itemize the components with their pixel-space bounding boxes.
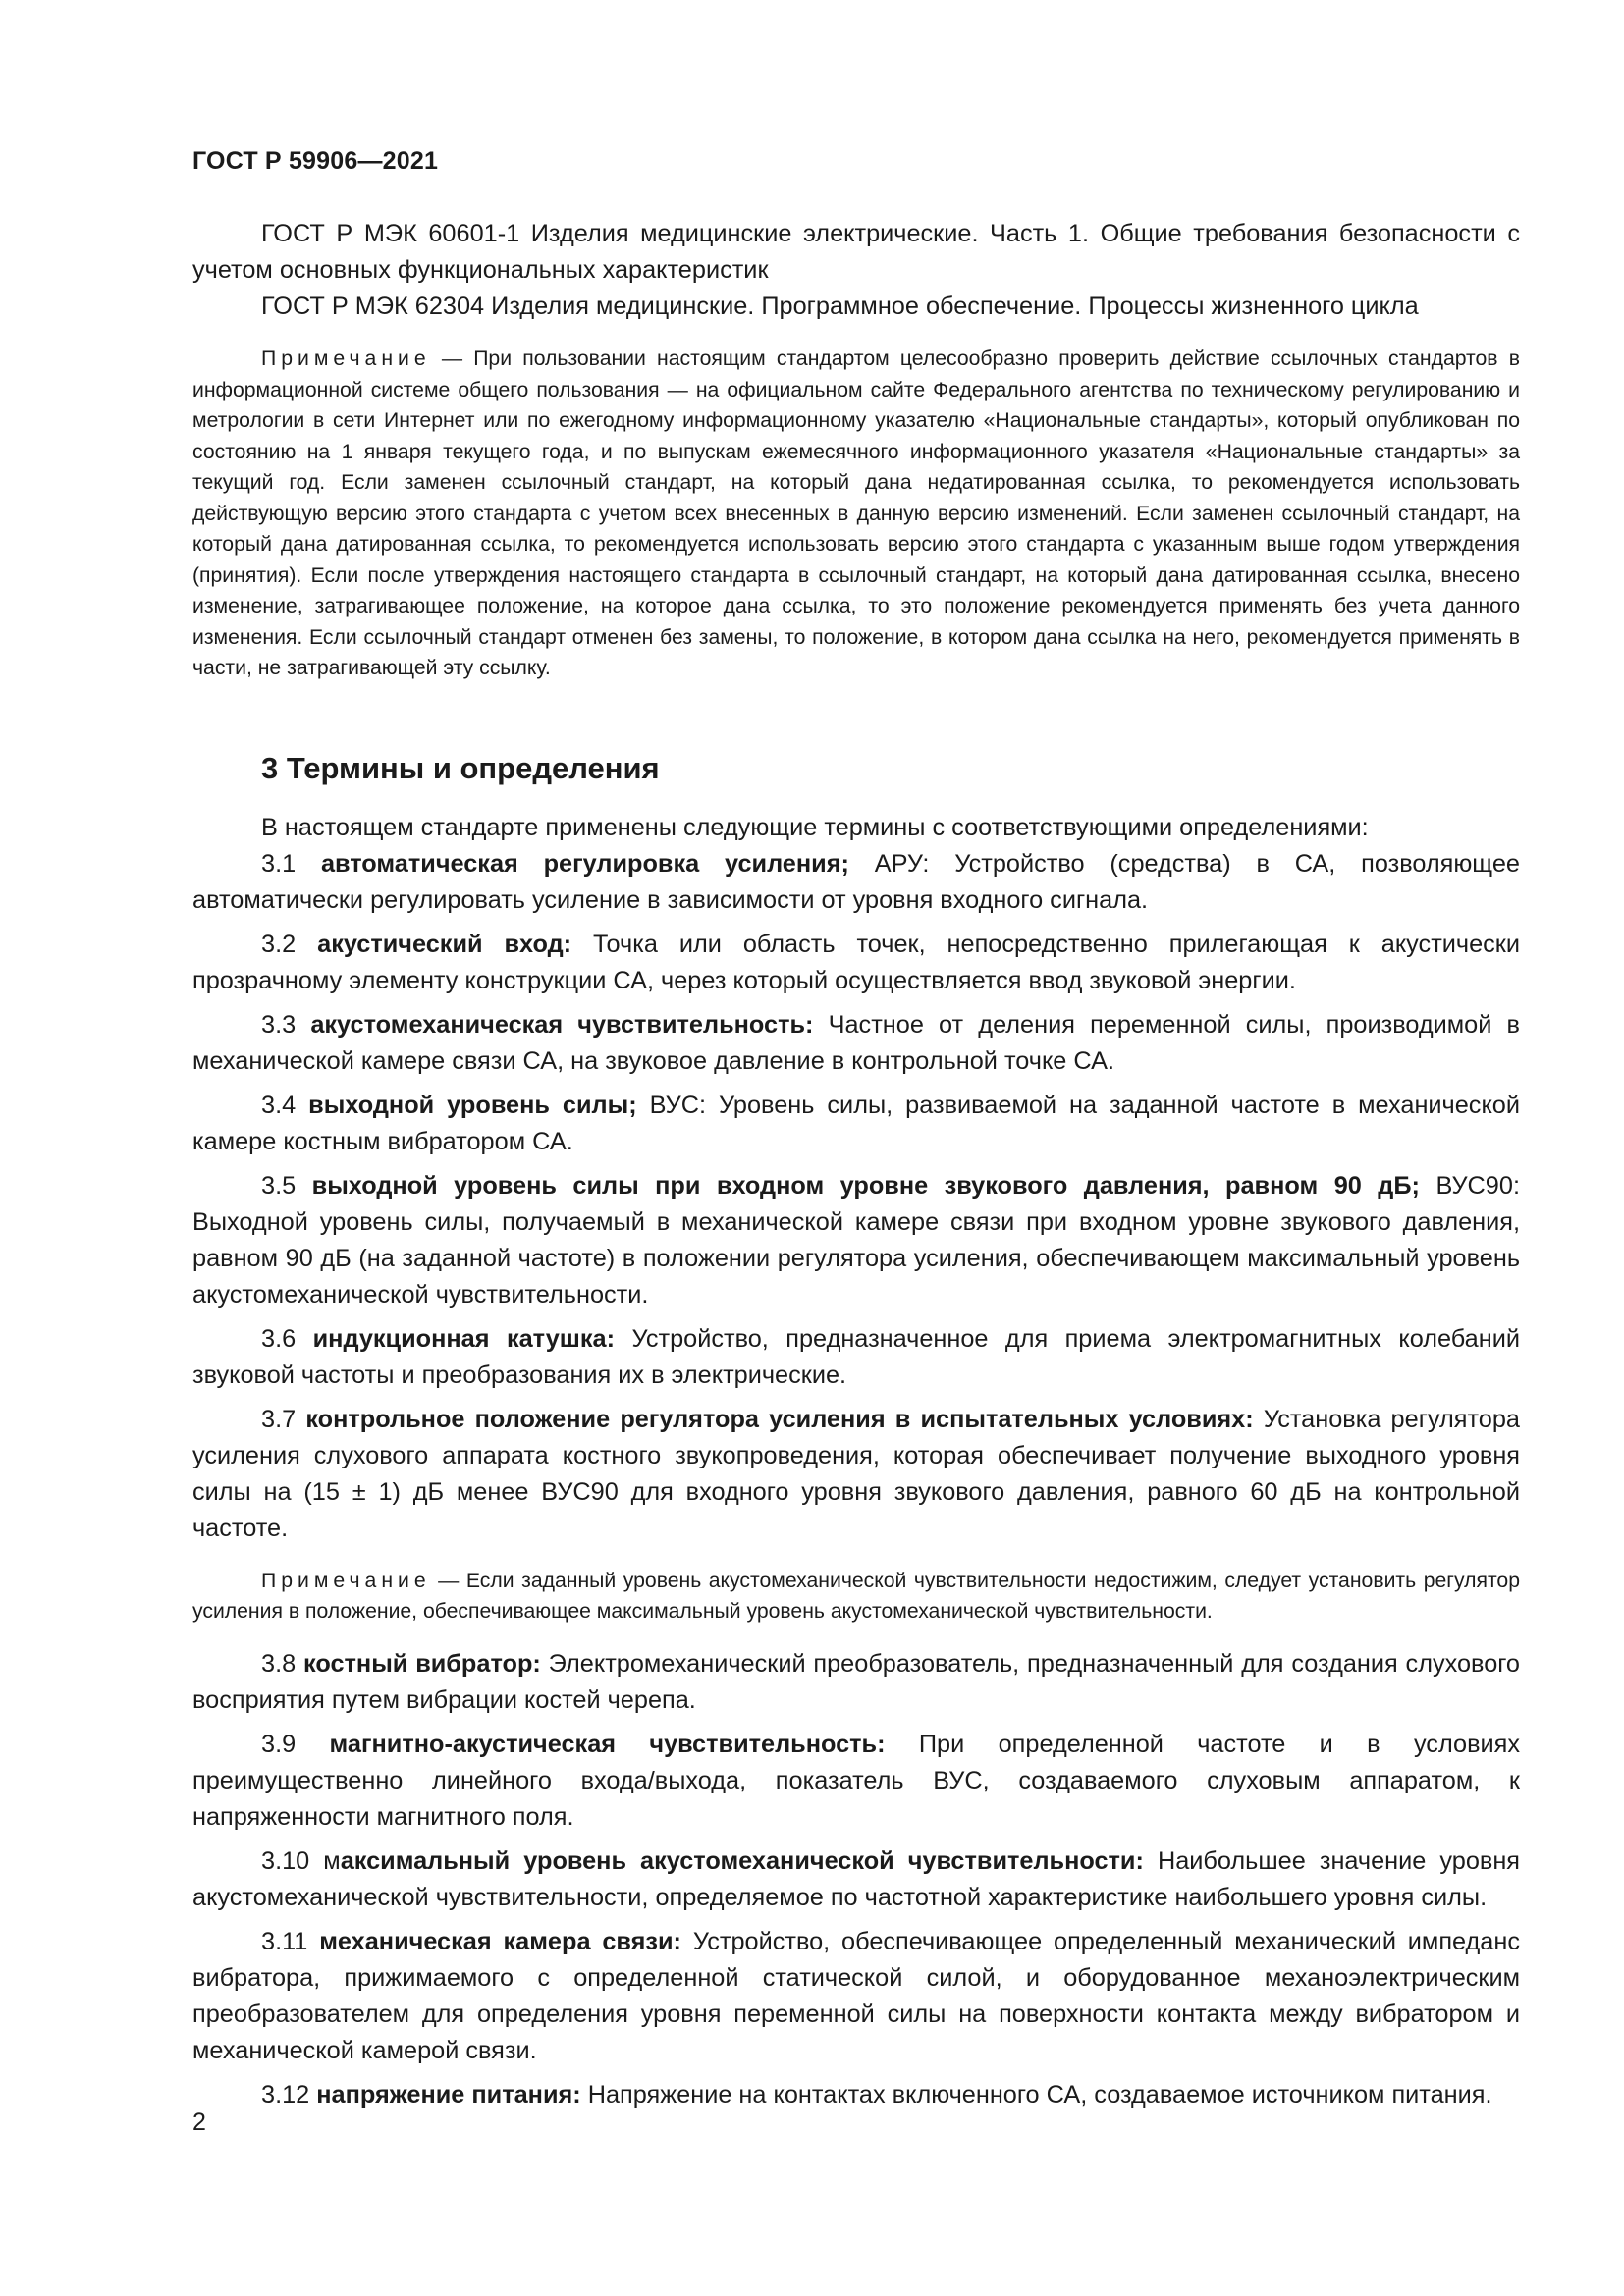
term-definition [192, 1843, 1520, 1916]
term-name: акустический вход: [317, 930, 572, 958]
page-content [192, 216, 1520, 2113]
term-definition [192, 1924, 1520, 2069]
term-name: напряжение питания: [316, 2080, 581, 2109]
term-number: 3.2 [261, 930, 318, 958]
term-text: При определенной частоте и в условиях преимущественно линейного входа/выхода, показатель ВУС, создаваемого слуховым аппаратом, к напряженности магнитного поля. [192, 1730, 1520, 1831]
term-text: Точка или область точек, непосредственно прилегающая к акустически прозрачному элементу конструкции СА, через который осуществляется ввод звуковой энергии. [192, 930, 1521, 994]
term-name: контрольное положение регулятора усиления в испытательных условиях: [305, 1405, 1254, 1433]
term-text: АРУ: Устройство (средства) в СА, позволяющее автоматически регулировать усиление в зависимости от уровня входного сигнала. [192, 849, 1520, 914]
reference-item: ГОСТ Р МЭК 60601-1 Изделия медицинские электрические. Часть 1. Общие требования безопасности с учетом основных функциональных характеристик [192, 220, 1520, 284]
term-number: 3.12 [261, 2080, 317, 2109]
term-definition [192, 846, 1520, 919]
term-name: акустомеханическая чувствительность: [310, 1010, 814, 1039]
term-name: магнитно-акустическая чувствительность: [329, 1730, 886, 1758]
term-definition [192, 1646, 1520, 1719]
page-number: 2 [192, 2109, 206, 2136]
term-text: Электромеханический преобразователь, предназначенный для создания слухового восприятия путем вибрации костей черепа. [192, 1649, 1521, 1714]
note-block [192, 344, 1520, 684]
term-name: автоматическая регулировка усиления; [320, 849, 849, 878]
term-text: Наибольшее значение уровня акустомеханической чувствительности, определяемое по частотной характеристике наибольшего уровня силы. [192, 1846, 1520, 1911]
term-number: 3.1 [261, 849, 321, 878]
reference-item: ГОСТ Р МЭК 62304 Изделия медицинские. Программное обеспечение. Процессы жизненного цикла [261, 293, 1419, 320]
term-definition [192, 1168, 1520, 1313]
note-text: — Если заданный уровень акустомеханической чувствительности недостижим, следует установить регулятор усиления в положение, обеспечивающее максимальный уровень акустомеханической чувствительности. [192, 1569, 1520, 1623]
term-number: 3.6 [261, 1324, 313, 1353]
note-label: Примечание [261, 1569, 431, 1592]
term-definition [192, 1321, 1520, 1394]
section-heading: 3 Термины и определения [261, 750, 660, 785]
note-block [192, 1566, 1520, 1628]
term-text: Частное от деления переменной силы, производимой в механической камере связи СА, на звуковое давление в контрольной точке СА. [192, 1010, 1520, 1075]
term-text: Устройство, обеспечивающее определенный механический импеданс вибратора, прижимаемого с определенной статической силой, и оборудованное механоэлектрическим преобразователем для определения уровня переменной силы на поверхности контакта между вибратором и механической камерой связи. [192, 1927, 1520, 2064]
term-number: 3.10 м [261, 1846, 341, 1875]
term-number: 3.8 [261, 1649, 304, 1678]
term-definition [192, 1088, 1520, 1160]
term-name: выходной уровень силы при входном уровне звукового давления, равном 90 дБ; [311, 1171, 1420, 1200]
note-text: — При пользовании настоящим стандартом целесообразно проверить действие ссылочных стандартов в информационной системе общего пользования — на официальном сайте Федерального агентства по техническому регулированию и метрологии в сети Интернет или по ежегодному информационному указателю «Национальные стандарты», который опубликован по состоянию на 1 января текущего года, и по выпускам ежемесячного информационного указателя «Национальные стандарты» за текущий год. Если заменен ссылочный стандарт, на который дана недатированная ссылка, то рекомендуется использовать действующую версию этого стандарта с учетом всех внесенных в данную версию изменений. Если заменен ссылочный стандарт, на который дана датированная ссылка, то рекомендуется использовать версию этого стандарта с указанным выше годом утверждения (принятия). Если после утверждения настоящего стандарта в ссылочный стандарт, на который дана датированная ссылка, внесено изменение, затрагивающее положение, на которое дана ссылка, то это положение рекомендуется применять без учета данного изменения. Если ссылочный стандарт отменен без замены, то положение, в котором дана ссылка на него, рекомендуется применять в части, не затрагивающей эту ссылку. [192, 347, 1520, 679]
term-name: костный вибратор: [303, 1649, 541, 1678]
term-text: Установка регулятора усиления слухового аппарата костного звукопроведения, которая обеспечивает получение выходного уровня силы на (15 ± 1) дБ менее ВУС90 для входного уровня звукового давления, равного 60 дБ на контрольной частоте. [192, 1405, 1520, 1542]
term-name: выходной уровень силы; [308, 1091, 637, 1119]
section-intro: В настоящем стандарте применены следующие термины с соответствующими определениями: [261, 813, 1369, 841]
note-label: Примечание [261, 347, 431, 370]
document-code-header: ГОСТ Р 59906—2021 [192, 147, 439, 175]
term-name: механическая камера связи: [319, 1927, 681, 1955]
term-definition [192, 1007, 1520, 1080]
term-text: Напряжение на контактах включенного СА, создаваемое источником питания. [580, 2080, 1492, 2109]
term-text: ВУС: Уровень силы, развиваемой на заданной частоте в механической камере костным вибратором СА. [192, 1091, 1520, 1155]
term-number: 3.9 [261, 1730, 330, 1758]
term-definition [192, 2077, 1520, 2113]
term-name: индукционная катушка: [312, 1324, 616, 1353]
term-number: 3.5 [261, 1171, 312, 1200]
term-text: ВУС90: Выходной уровень силы, получаемый в механической камере связи при входном уровне звукового давления, равном 90 дБ (на заданной частоте) в положении регулятора усиления, обеспечивающем максимальный уровень акустомеханической чувствительности. [192, 1171, 1520, 1308]
term-number: 3.3 [261, 1010, 311, 1039]
term-definition [192, 1402, 1520, 1547]
term-number: 3.4 [261, 1091, 309, 1119]
term-definition [192, 927, 1520, 999]
term-number: 3.7 [261, 1405, 306, 1433]
term-name: аксимальный уровень акустомеханической чувствительности: [340, 1846, 1144, 1875]
term-definition [192, 1727, 1520, 1836]
term-number: 3.11 [261, 1927, 320, 1955]
term-text: Устройство, предназначенное для приема электромагнитных колебаний звуковой частоты и преобразования их в электрические. [192, 1324, 1520, 1389]
